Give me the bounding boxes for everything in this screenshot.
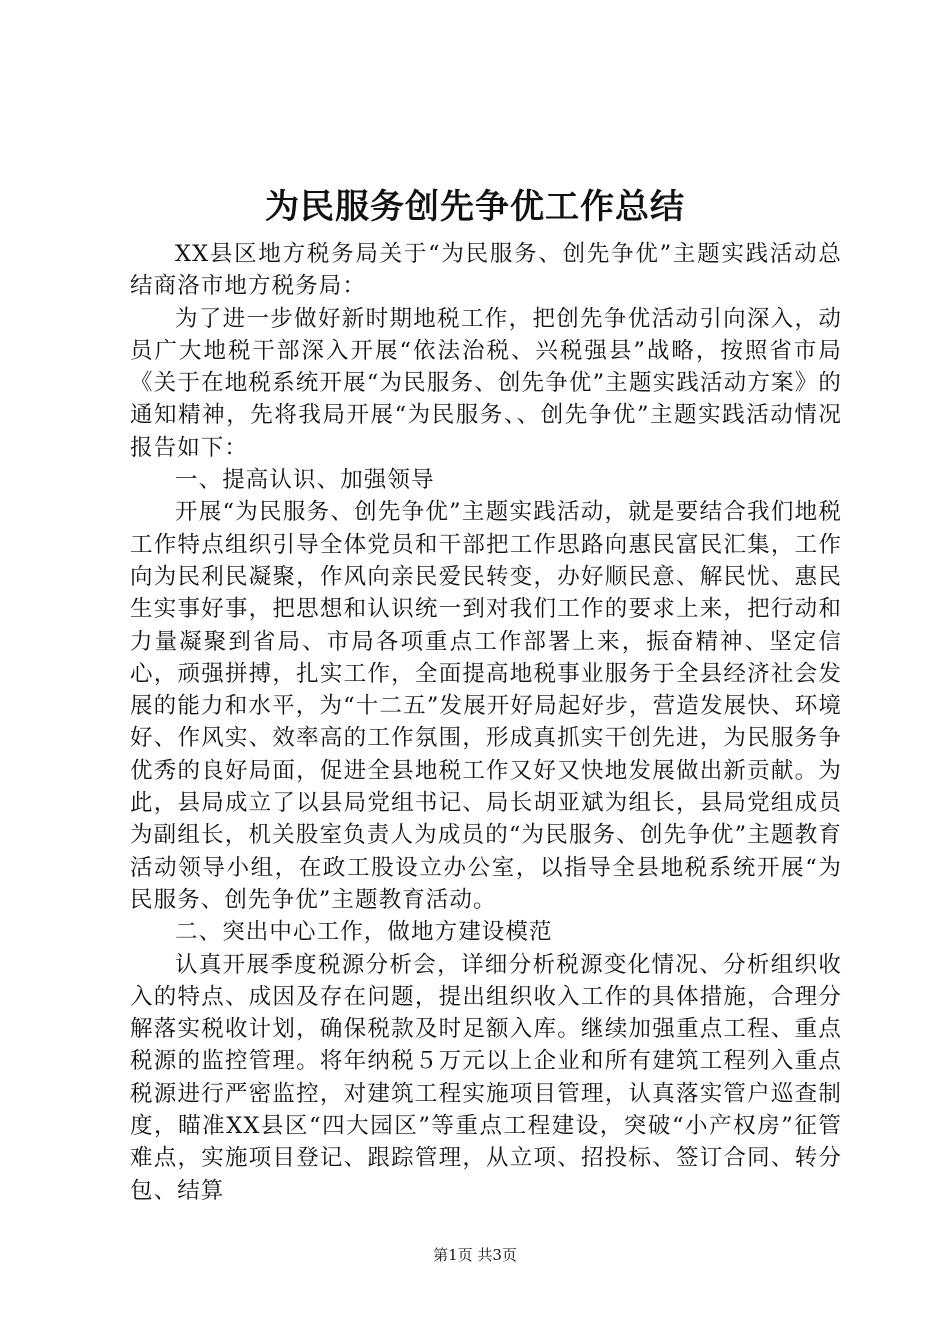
paragraph-intro: XX县区地方税务局关于“为民服务、创先争优”主题实践活动总结商洛市地方税务局： bbox=[130, 241, 842, 300]
section-heading-2: 二、突出中心工作，做地方建设模范 bbox=[175, 919, 553, 946]
paragraph-section-1: 开展“为民服务、创先争优”主题实践活动，就是要结合我们地税工作特点组织引导全体党员和干部把工作思路向惠民富民汇集，工作向为民利民凝聚，作风向亲民爱民转变，办好顺民意、解民忧、惠民生实事好事，把思想和认识统一到对我们工作的要求上来，把行动和力量凝聚到省局、市局各项重点工作部署上来，振奋精神、坚定信心，顽强拼搏，扎实工作，全面提高地税事业服务于全县经济社会发展的能力和水平，为“十二五”发展开好局起好步，营造发展快、环境好、作风实、效率高的工作氛围，形成真抓实干创先进，为民服务争优秀的良好局面，促进全县地税工作又好又快地发展做出新贡献。为此，县局成立了以县局党组书记、局长胡亚斌为组长，县局党组成员为副组长，机关股室负责人为成员的“为民服务、创先争优”主题教育活动领导小组，在政工股设立办公室，以指导全县地税系统开展“为民服务、创先争优”主题教育活动。 bbox=[130, 499, 842, 913]
section-heading-1: 一、提高认识、加强领导 bbox=[175, 467, 435, 494]
document-title: 为民服务创先争优工作总结 bbox=[265, 187, 685, 227]
paragraph-purpose: 为了进一步做好新时期地税工作，把创先争优活动引向深入，动员广大地税干部深入开展“依法治税、兴税强县”战略，按照省市局《关于在地税系统开展“为民服务、创先争优”主题实践活动方案》的通知精神，先将我局开展“为民服务、、创先争优”主题实践活动情况报告如下： bbox=[130, 305, 842, 461]
page-footer: 第1页 共3页 bbox=[433, 1246, 517, 1264]
document-body bbox=[130, 238, 842, 1207]
paragraph-section-2: 认真开展季度税源分析会，详细分析税源变化情况、分析组织收入的特点、成因及存在问题，提出组织收入工作的具体措施，合理分解落实税收计划，确保税款及时足额入库。继续加强重点工程、重点税源的监控管理。将年纳税５万元以上企业和所有建筑工程列入重点税源进行严密监控，对建筑工程实施项目管理，认真落实管户巡查制度，瞄准XX县区“四大园区”等重点工程建设，突破“小产权房”征管难点，实施项目登记、跟踪管理，从立项、招投标、签订合同、转分包、结算 bbox=[130, 951, 842, 1204]
